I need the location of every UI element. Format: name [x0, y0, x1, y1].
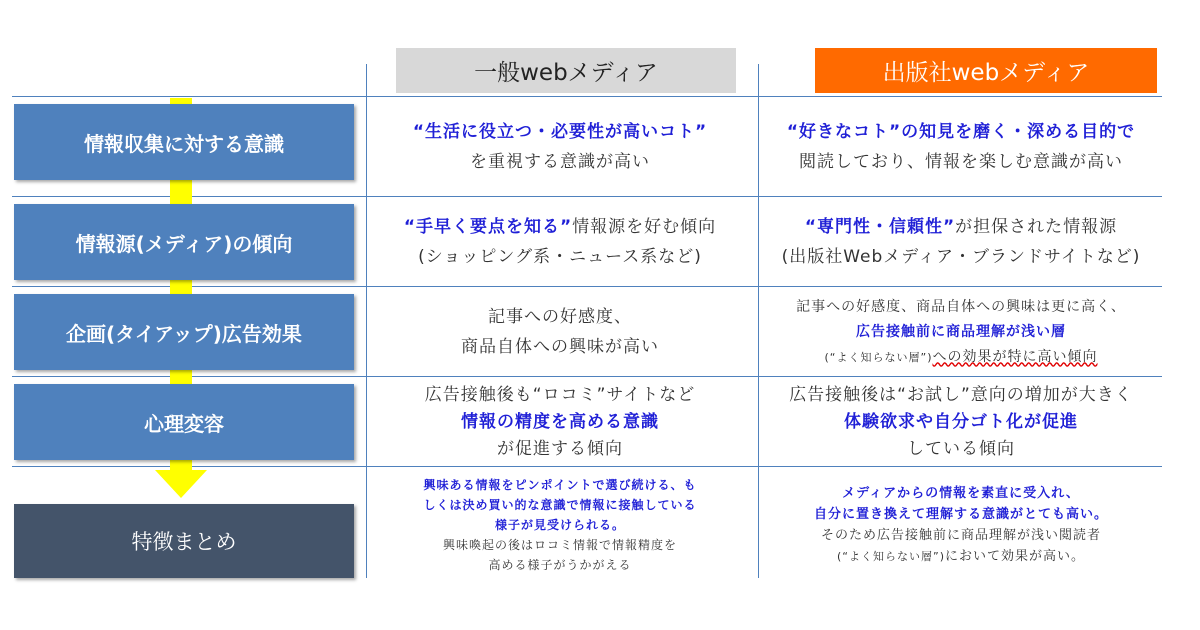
cell-line: 広告接触前に商品理解が浅い層 [856, 323, 1066, 340]
column-divider [758, 64, 759, 578]
cell-line [787, 117, 1135, 147]
cell-publisher-source-tendency [762, 200, 1160, 284]
cell-line: において効果が高い。 [944, 549, 1085, 564]
cell-line: 様子が見受けられる。 [494, 518, 625, 532]
cell-general-source-tendency [370, 200, 750, 284]
header-general-web-media: 一般webメディア [396, 48, 736, 93]
cell-line: 閲読しており、情報を楽しむ意識が高い [799, 152, 1123, 172]
row-label-info-gathering: 情報収集に対する意識 [14, 104, 354, 180]
cell-line: 記事への好感度、 [488, 307, 632, 327]
cell-line [805, 212, 1117, 242]
row-divider [12, 96, 1162, 97]
cell-line: 記事への好感度、商品自体への興味は更に高く、 [796, 298, 1126, 315]
cell-publisher-ad-effect [762, 290, 1160, 374]
cell-line [837, 546, 1085, 567]
cell-line: しくは決め買い的な意識で情報に接触している [423, 498, 697, 512]
cell-line: 情報の精度を高める意識 [461, 411, 659, 432]
cell-line [825, 345, 1098, 370]
cell-line: が促進する傾向 [497, 438, 623, 459]
cell-general-summary [370, 472, 750, 578]
cell-publisher-info-gathering [762, 102, 1160, 192]
column-divider [366, 64, 367, 578]
row-label-summary: 特徴まとめ [14, 504, 354, 578]
cell-line: “手早く要点を知る” [403, 217, 573, 237]
cell-line [404, 212, 716, 242]
arrow-down-icon [155, 470, 207, 498]
cell-publisher-psychological-change [762, 380, 1160, 464]
row-label-psychological-change: 心理変容 [14, 384, 354, 460]
cell-line: 商品自体への興味が高い [461, 337, 659, 357]
cell-line: (“よく知らない層”) [824, 350, 933, 364]
cell-line: への効果が特に高い傾向 [932, 348, 1098, 365]
row-label-source-tendency: 情報源(メディア)の傾向 [14, 204, 354, 280]
cell-line: “好きなコト”の知見を磨く・深める目的で [786, 122, 1136, 142]
cell-line: 広告接触後は“お試し”意向の増加が大きく [789, 384, 1133, 405]
cell-line: (“よく知らない層”) [837, 550, 945, 563]
cell-line: 情報源を好む傾向 [572, 217, 717, 237]
header-publisher-web-media: 出版社webメディア [815, 48, 1157, 93]
cell-line: 高める様子がうかがえる [488, 558, 632, 572]
cell-general-psychological-change [370, 380, 750, 464]
cell-line: 広告接触後も“ロコミ”サイトなど [424, 384, 696, 405]
cell-line: 興味喚起の後はロコミ情報で情報精度を [442, 538, 677, 552]
cell-line: を重視する意識が高い [470, 152, 650, 172]
cell-line: 興味ある情報をピンポイントで選び続ける、も [423, 478, 697, 492]
cell-line: (出版社Webメディア・ブランドサイトなど) [781, 247, 1141, 267]
cell-line: そのため広告接触前に商品理解が浅い閲読者 [820, 528, 1101, 543]
cell-general-ad-effect [370, 290, 750, 374]
cell-general-info-gathering [370, 102, 750, 192]
cell-line: 体験欲求や自分ゴト化が促進 [844, 411, 1078, 432]
cell-line: している傾向 [907, 438, 1015, 459]
cell-publisher-summary [762, 472, 1160, 578]
row-label-ad-effect: 企画(タイアップ)広告効果 [14, 294, 354, 370]
cell-line: “生活に役立つ・必要性が高いコト” [412, 122, 708, 142]
cell-line: 自分に置き換えて理解する意識がとても高い。 [813, 507, 1108, 522]
cell-line: が担保された情報源 [955, 217, 1118, 237]
cell-line: (ショッピング系・ニュース系など) [418, 247, 702, 267]
cell-line: メディアからの情報を素直に受入れ、 [842, 486, 1080, 501]
cell-line: “専門性・信頼性” [804, 217, 956, 237]
